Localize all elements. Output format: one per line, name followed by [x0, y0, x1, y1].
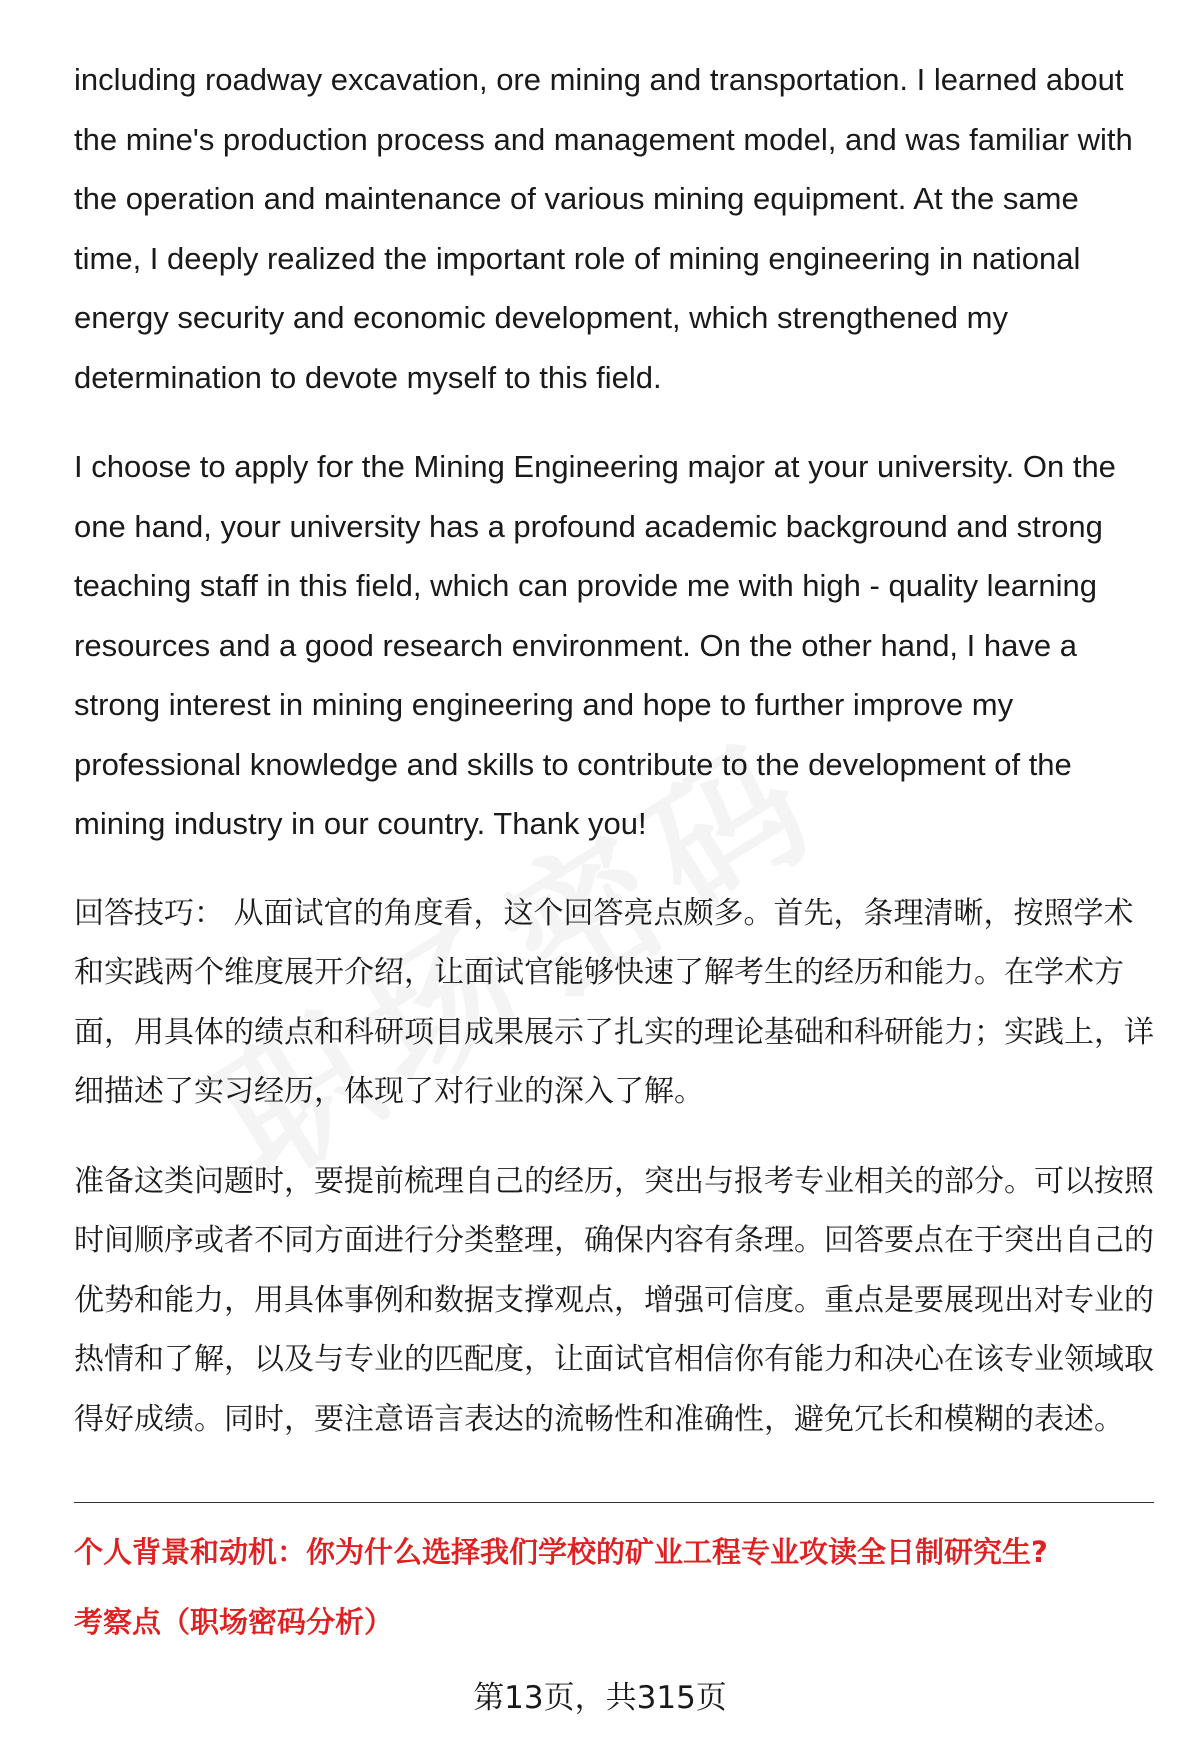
answer-paragraph-2: I choose to apply for the Mining Engineering major at your university. On the one hand, your university has a profound academic background and strong teaching staff in this field, which can provide me with high - quality learning resources and a good research environment. On the other hand, I have a strong interest in mining engineering and hope to further improve my professional knowledge and skills to contribute to the development of the mining industry in our country. Thank you!	[74, 449, 1116, 841]
page-number: 第13页，共315页	[473, 1680, 727, 1716]
answer-paragraph-1: including roadway excavation, ore mining and transportation. I learned about the mine's production process and management model, and was familiar with the operation and maintenance of various mining equipment. At the same time, I deeply realized the important role of mining engineering in national energy security and economic development, which strengthened my determination to devote myself to this field.	[74, 62, 1133, 395]
page-content	[74, 50, 1154, 1449]
preparation-advice-paragraph: 准备这类问题时，要提前梳理自己的经历，突出与报考专业相关的部分。可以按照时间顺序或者不同方面进行分类整理，确保内容有条理。回答要点在于突出自己的优势和能力，用具体事例和数据支撑观点，增强可信度。重点是要展现出对专业的热情和了解，以及与专业的匹配度，让面试官相信你有能力和决心在该专业领域取得好成绩。同时，要注意语言表达的流畅性和准确性，避免冗长和模糊的表述。	[74, 1163, 1154, 1437]
answer-tips-paragraph: 回答技巧： 从面试官的角度看，这个回答亮点颇多。首先，条理清晰，按照学术和实践两个维度展开介绍，让面试官能够快速了解考生的经历和能力。在学术方面，用具体的绩点和科研项目成果展示了扎实的理论基础和科研能力；实践上，详细描述了实习经历，体现了对行业的深入了解。	[74, 895, 1154, 1109]
assessment-point-heading: 考察点（职场密码分析）	[74, 1605, 394, 1639]
question-heading: 个人背景和动机：你为什么选择我们学校的矿业工程专业攻读全日制研究生?	[74, 1535, 1048, 1569]
section-divider	[74, 1502, 1154, 1503]
